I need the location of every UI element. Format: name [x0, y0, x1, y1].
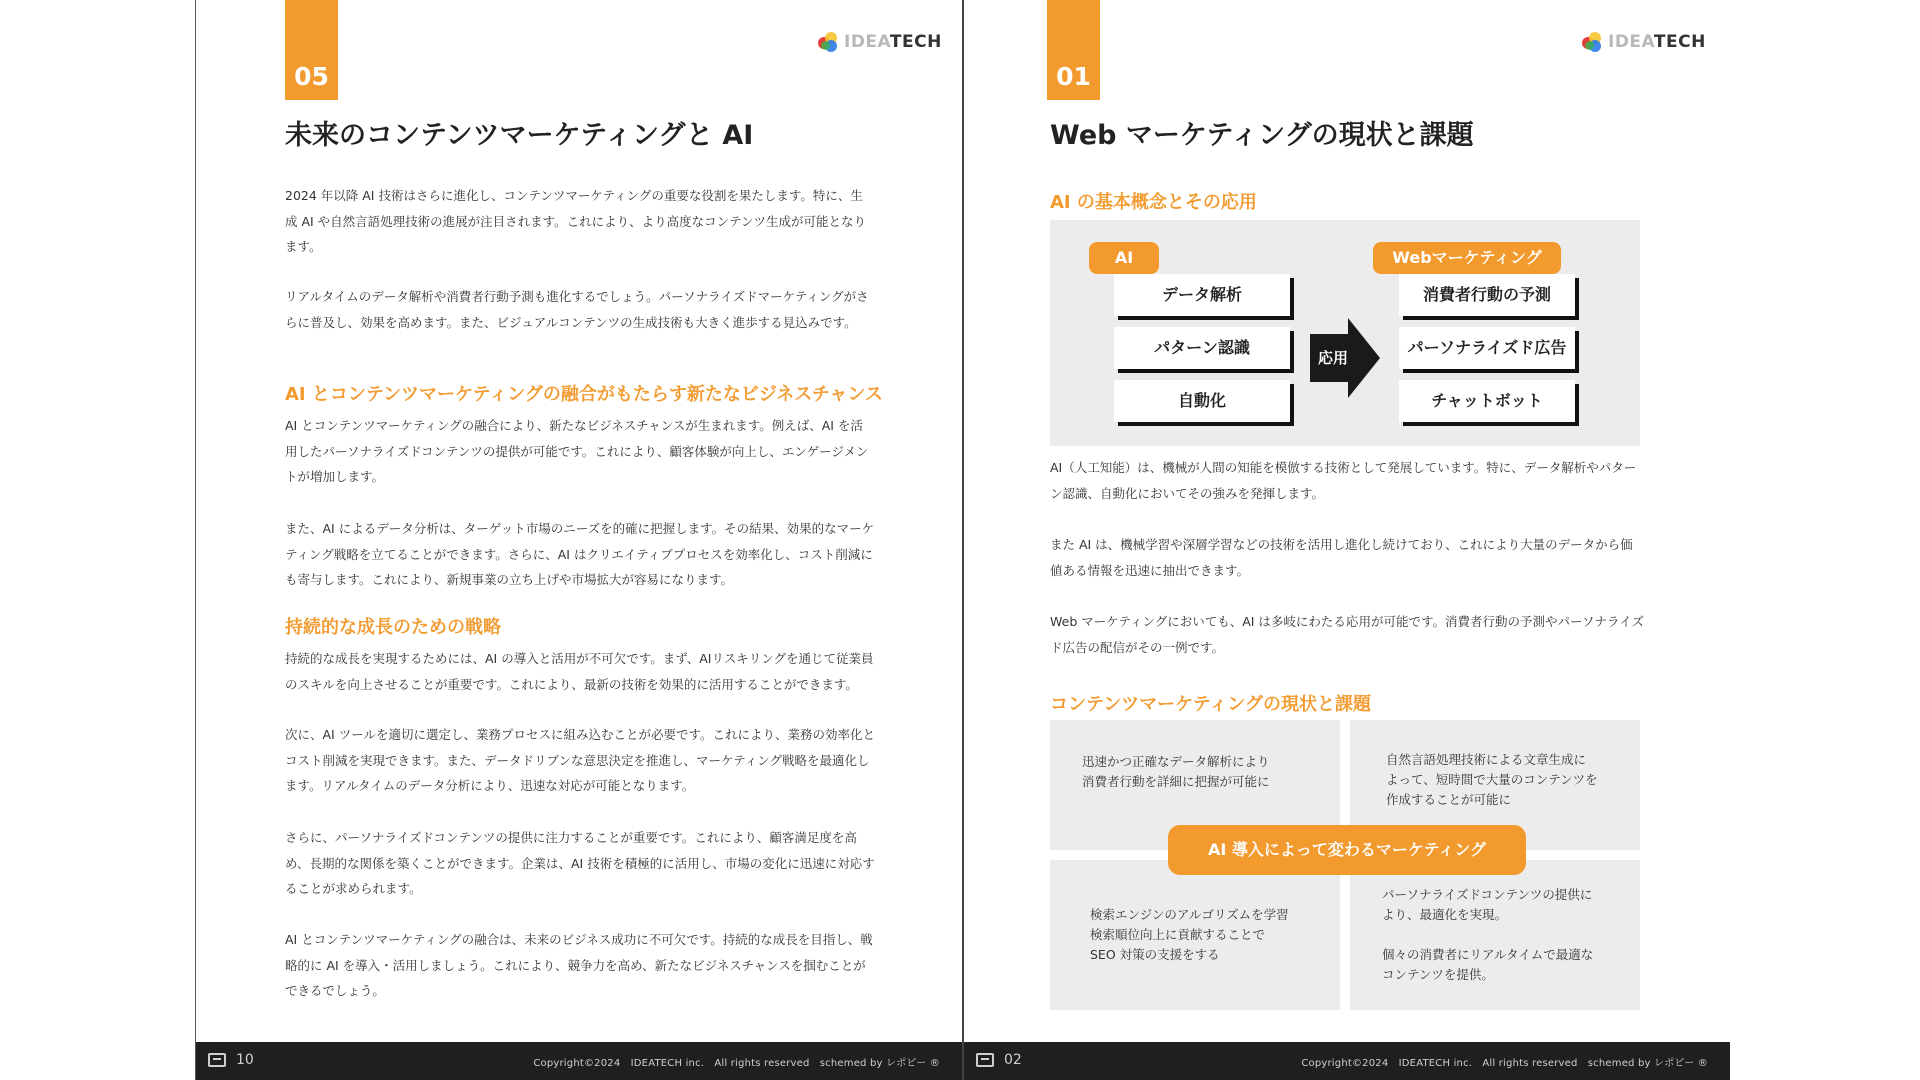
page-icon — [208, 1053, 226, 1067]
grid-cell: 迅速かつ正確なデータ解析により 消費者行動を詳細に把握が可能に — [1050, 720, 1340, 850]
section-heading: 持続的な成長のための戦略 — [285, 617, 501, 638]
center-banner: AI 導入によって変わるマーケティング — [1168, 825, 1526, 875]
section-heading: AI の基本概念とその応用 — [1050, 192, 1257, 213]
right-page — [964, 0, 1730, 1080]
marketing-change-grid — [1050, 720, 1640, 1010]
section-heading: コンテンツマーケティングの現状と課題 — [1050, 694, 1371, 715]
diagram-item: チャットボット — [1399, 380, 1575, 422]
document-spread — [195, 0, 1730, 1080]
left-page — [196, 0, 962, 1080]
ai-label: AI — [1089, 242, 1159, 274]
diagram-item: 消費者行動の予測 — [1399, 274, 1575, 316]
diagram-item: パターン認識 — [1114, 327, 1290, 369]
page-footer — [964, 1042, 1730, 1080]
paragraph: AI（人工知能）は、機械が人間の知能を模倣する技術として発展しています。特に、データ解析やパターン認識、自動化においてその強みを発揮します。 — [1050, 460, 1637, 501]
paragraph: また、AI によるデータ分析は、ターゲット市場のニーズを的確に把握します。その結果、効果的なマーケティング戦略を立てることができます。さらに、AI はクリエイティブプロセスを効率化し、コスト削減にも寄与します。これにより、新規事業の立ち上げや市場拡大が容易になります。 — [285, 521, 875, 587]
chapter-tab: 05 — [285, 0, 338, 100]
page-number: 02 — [1004, 1052, 1022, 1068]
paragraph: 次に、AI ツールを適切に選定し、業務プロセスに組み込むことが必要です。これにより、業務の効率化とコスト削減を実現できます。また、データドリブンな意思決定を推進し、マーケティング戦略を最適化します。リアルタイムのデータ分析により、迅速な対応が可能となります。 — [285, 727, 875, 793]
section-heading: AI とコンテンツマーケティングの融合がもたらす新たなビジネスチャンス — [285, 384, 883, 405]
paragraph: さらに、パーソナライズドコンテンツの提供に注力することが重要です。これにより、顧客満足度を高め、長期的な関係を築くことができます。企業は、AI 技術を積極的に活用し、市場の変化に迅速に対応することが求められます。 — [285, 830, 875, 896]
ideatech-logo: IDEATECH — [818, 31, 942, 53]
logo-mark-icon — [1582, 32, 1602, 52]
copyright: Copyright©2024 IDEATECH inc. All rights reserved schemed by レポピー ® — [533, 1058, 940, 1069]
copyright: Copyright©2024 IDEATECH inc. All rights reserved schemed by レポピー ® — [1301, 1058, 1708, 1069]
web-marketing-label: Webマーケティング — [1373, 242, 1561, 274]
logo-mark-icon — [818, 32, 838, 52]
paragraph: AI とコンテンツマーケティングの融合は、未来のビジネス成功に不可欠です。持続的な成長を目指し、戦略的に AI を導入・活用しましょう。これにより、競争力を高め、新たなビジネスチャンスを掴むことができるでしょう。 — [285, 932, 873, 998]
ai-application-diagram — [1050, 220, 1640, 446]
page-number: 10 — [236, 1052, 254, 1068]
page-icon — [976, 1053, 994, 1067]
paragraph: AI とコンテンツマーケティングの融合により、新たなビジネスチャンスが生まれます。例えば、AI を活用したパーソナライズドコンテンツの提供が可能です。これにより、顧客体験が向上し、エンゲージメントが増加します。 — [285, 418, 869, 484]
page-footer — [196, 1042, 962, 1080]
paragraph: また AI は、機械学習や深層学習などの技術を活用し進化し続けており、これにより大量のデータから価値ある情報を迅速に抽出できます。 — [1050, 537, 1633, 578]
diagram-item: 自動化 — [1114, 380, 1290, 422]
page-title: Web マーケティングの現状と課題 — [1050, 120, 1474, 151]
grid-cell: パーソナライズドコンテンツの提供に より、最適化を実現。 個々の消費者にリアルタイムで最適な コンテンツを提供。 — [1350, 860, 1640, 1010]
grid-cell: 検索エンジンのアルゴリズムを学習 検索順位向上に貢献することで SEO 対策の支援をする — [1050, 860, 1340, 1010]
arrow-right-icon — [1310, 318, 1380, 398]
paragraph: リアルタイムのデータ解析や消費者行動予測も進化するでしょう。パーソナライズドマーケティングがさらに普及し、効果を高めます。また、ビジュアルコンテンツの生成技術も大きく進歩する見込みです。 — [285, 289, 869, 330]
diagram-item: データ解析 — [1114, 274, 1290, 316]
paragraph: 持続的な成長を実現するためには、AI の導入と活用が不可欠です。まず、AIリスキリングを通じて従業員のスキルを向上させることが重要です。これにより、最新の技術を効果的に活用することができます。 — [285, 651, 874, 692]
grid-cell: 自然言語処理技術による文章生成に よって、短時間で大量のコンテンツを 作成することが可能に — [1350, 720, 1640, 850]
paragraph: Web マーケティングにおいても、AI は多岐にわたる応用が可能です。消費者行動の予測やパーソナライズド広告の配信がその一例です。 — [1050, 614, 1644, 655]
page-title: 未来のコンテンツマーケティングと AI — [285, 120, 754, 151]
paragraph: 2024 年以降 AI 技術はさらに進化し、コンテンツマーケティングの重要な役割を果たします。特に、生成 AI や自然言語処理技術の進展が注目されます。これにより、より高度なコンテンツ生成が可能となります。 — [285, 188, 867, 254]
arrow-label: 応用 — [1317, 349, 1348, 367]
ideatech-logo: IDEATECH — [1582, 31, 1706, 53]
diagram-item: パーソナライズド広告 — [1399, 327, 1575, 369]
chapter-tab: 01 — [1047, 0, 1100, 100]
